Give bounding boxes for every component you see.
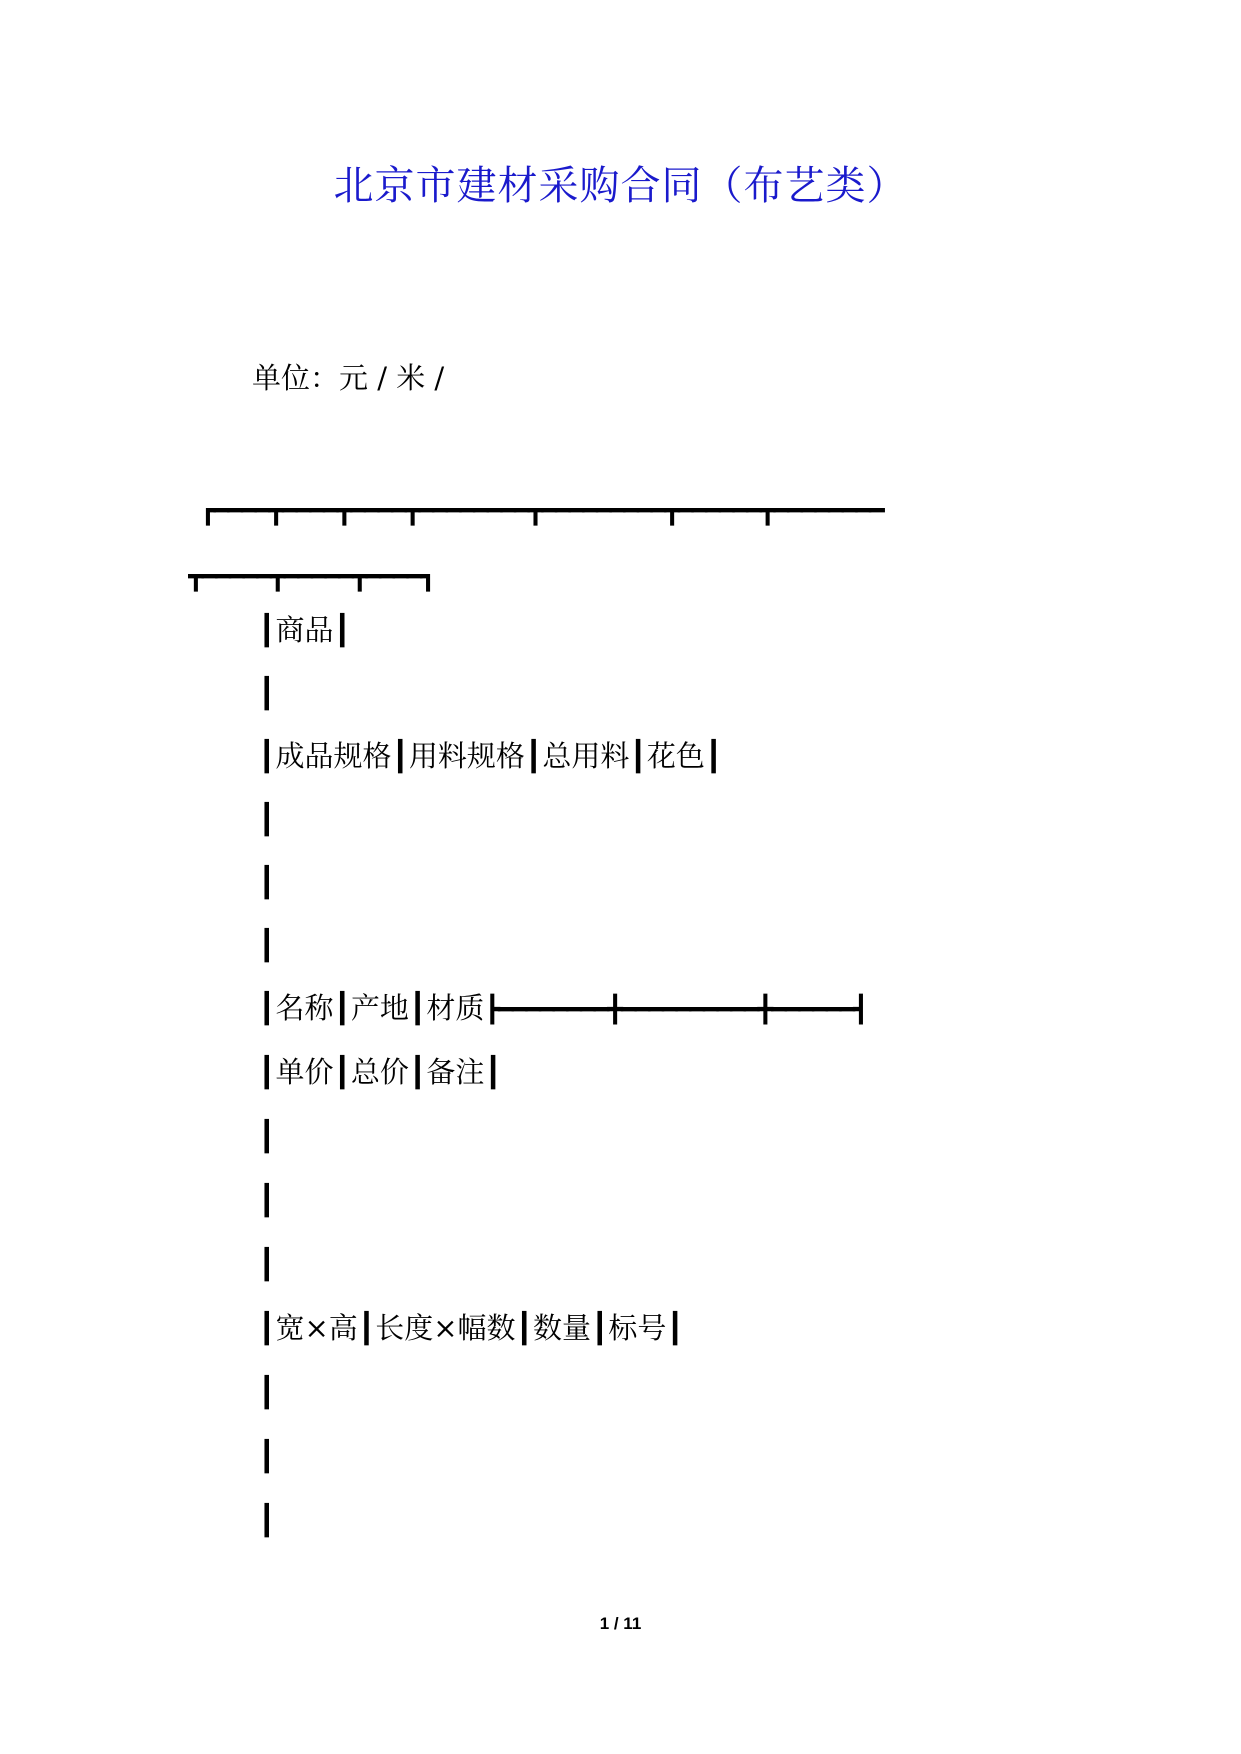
empty-row: ┃ <box>258 1375 276 1409</box>
empty-row: ┃ <box>258 1247 276 1281</box>
unit-line: 单位：元 / 米 / <box>252 361 445 395</box>
empty-row: ┃ <box>258 1503 276 1537</box>
name-header-row <box>258 988 867 1030</box>
page-number: 1 / 11 <box>599 1614 642 1633</box>
empty-row: ┃ <box>258 865 276 899</box>
table-top-rule-continued: ┳━━━━━┳━━━━━┳━━━━┓ <box>188 562 434 592</box>
size-header-row: ┃宽×高┃长度×幅数┃数量┃标号┃ <box>258 1311 684 1345</box>
empty-row: ┃ <box>258 1119 276 1153</box>
empty-row: ┃ <box>258 1439 276 1473</box>
empty-row: ┃ <box>258 802 276 836</box>
name-header-rule: ┣━━━━━━━━╋━━━━━━━━━━╋━━━━━━┫ <box>484 995 867 1025</box>
document-title: 北京市建材采购合同（布艺类） <box>333 163 908 209</box>
price-header-row: ┃单价┃总价┃备注┃ <box>258 1055 502 1089</box>
empty-row: ┃ <box>258 928 276 962</box>
spec-header-row: ┃成品规格┃用料规格┃总用料┃花色┃ <box>258 739 723 773</box>
empty-row: ┃ <box>258 1183 276 1217</box>
goods-row: ┃商品┃ <box>258 613 351 647</box>
table-top-rule: ┏━━━━┳━━━━┳━━━━┳━━━━━━━━┳━━━━━━━━━┳━━━━━━┳━━━━━━━━ <box>200 496 883 526</box>
empty-row: ┃ <box>258 676 276 710</box>
name-header-text: ┃名称┃产地┃材质 <box>258 991 485 1025</box>
